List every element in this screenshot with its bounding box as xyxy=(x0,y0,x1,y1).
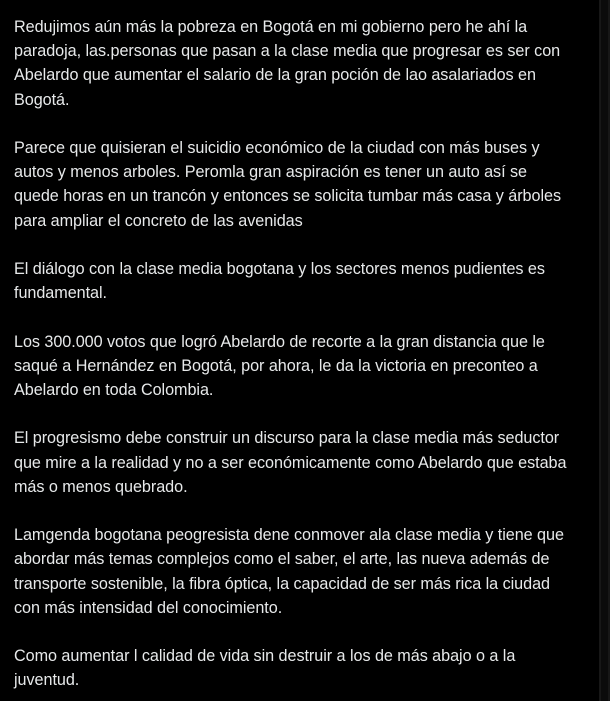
post-paragraph: Los 300.000 votos que logró Abelardo de recorte a la gran distancia que le saqué a Hernández en Bogotá, por ahora, le da la victoria en preconteo a Abelardo en toda Colombia. xyxy=(14,332,545,399)
scrollbar-thumb[interactable] xyxy=(601,0,608,701)
post-paragraph: El diálogo con la clase media bogotana y los sectores menos pudientes es fundamental. xyxy=(14,260,545,303)
post-paragraph: Parece que quisieran el suicidio económico de la ciudad con más buses y autos y menos arboles. Peromla gran aspiración es tener un auto así se quede horas en un trancón y entonces se solicita tumbar más casa y árboles para ampliar el concreto de las avenidas xyxy=(14,139,561,230)
post-paragraph: Lamgenda bogotana peogresista dene conmover ala clase media y tiene que abordar más temas complejos como el saber, el arte, las nueva además de transporte sostenible, la fibra óptica, la capacidad de ser más rica la ciudad con más intensidad del conocimiento. xyxy=(14,526,564,617)
post-paragraph: El progresismo debe construir un discurso para la clase media más seductor que mire a la realidad y no a ser económicamente como Abelardo que estaba más o menos quebrado. xyxy=(14,429,567,496)
vertical-scrollbar[interactable] xyxy=(599,0,610,701)
post-paragraph: Como aumentar l calidad de vida sin destruir a los de más abajo o a la juventud. xyxy=(14,647,516,690)
post-paragraph: Redujimos aún más la pobreza en Bogotá en mi gobierno pero he ahí la paradoja, las.personas que pasan a la clase media que progresar es ser con Abelardo que aumentar el salario de la gran poción de lao asalariados en Bogotá. xyxy=(14,18,561,109)
